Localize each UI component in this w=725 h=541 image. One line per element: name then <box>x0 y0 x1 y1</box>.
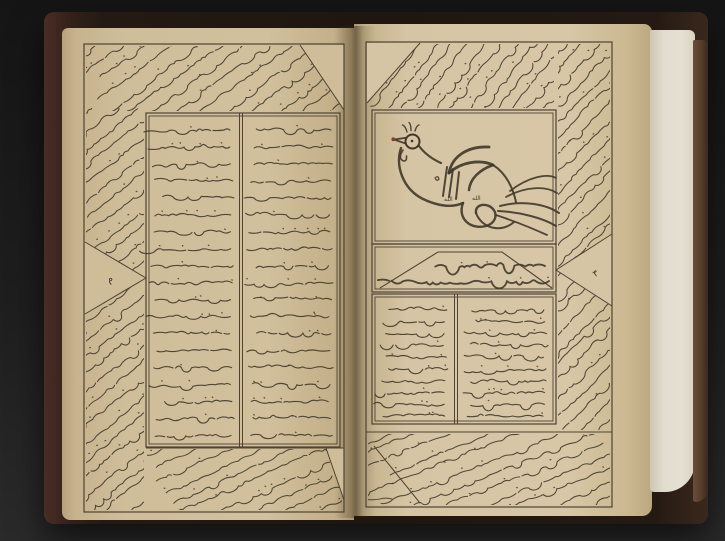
manuscript-labels <box>104 195 601 286</box>
bird-inscription: الله <box>444 196 453 203</box>
bird-inscription-2: الله <box>472 195 481 202</box>
bird-beak-dot <box>391 137 395 141</box>
left-quire-notch <box>85 242 146 314</box>
left-quire-mark: م <box>103 273 116 286</box>
bird-calligraphy <box>391 123 559 236</box>
right-quire-mark: ٣ <box>591 268 601 280</box>
right-quire-notch <box>556 234 612 306</box>
